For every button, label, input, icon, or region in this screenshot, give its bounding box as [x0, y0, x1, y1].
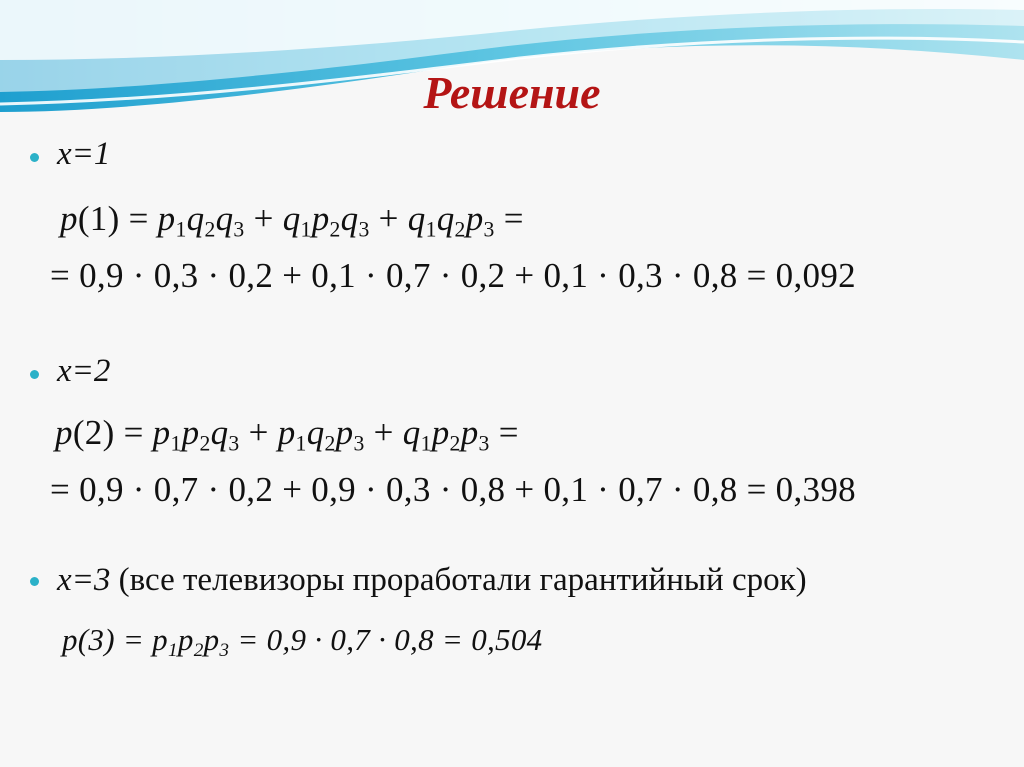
calculation-p1: = 0,9 · 0,3 · 0,2 + 0,1 · 0,7 · 0,2 + 0,1 · 0,3 · 0,8 = 0,092 — [50, 256, 856, 295]
case-label-x1: x=1 — [57, 136, 111, 172]
calculation-p2: = 0,9 · 0,7 · 0,2 + 0,9 · 0,3 · 0,8 + 0,1 · 0,7 · 0,8 = 0,398 — [50, 470, 856, 509]
bullet-dot — [30, 577, 39, 586]
formula-p3: $p(3) = p_1p_2p_3 = 0,9 \cdot 0,7 \cdot 0,8 = 0,504$ — [62, 622, 543, 661]
formula-p1: $p(1) = p_1q_2q_3 + q_1p_2q_3 + q_1q_2p_3$ = — [60, 199, 524, 242]
case-label-x3-value: x=3 — [57, 562, 111, 598]
case-label-x2: x=2 — [57, 353, 111, 389]
slide-title: Решение — [423, 67, 601, 118]
formula-p2: $p(2) = p_1p_2q_3 + p_1q_2p_3 + q_1p_2p_3$ = — [55, 413, 519, 456]
bullet-dot — [30, 370, 39, 379]
case-label-x3 — [57, 562, 807, 599]
case-note-x3: (все телевизоры проработали гарантийный срок) — [118, 562, 807, 598]
bullet-dot — [30, 153, 39, 162]
